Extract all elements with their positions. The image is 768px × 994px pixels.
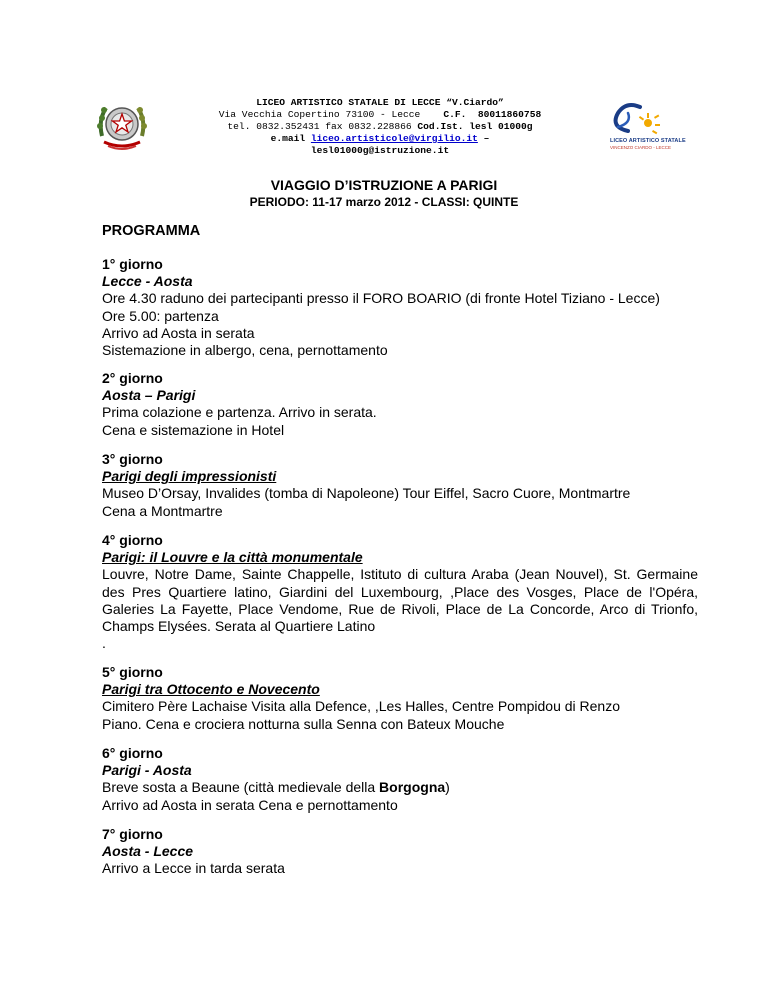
day-1 [102, 256, 698, 359]
day-line-text: Breve sosta a Beaune (città medievale della [102, 779, 380, 796]
school-phone-line [190, 121, 570, 133]
school-address-line [190, 109, 570, 121]
day-line: Museo D’Orsay, Invalides (tomba di Napoleone) Tour Eiffel, Sacro Cuore, Montmartre [102, 485, 631, 502]
day-title: 1° giorno [102, 256, 163, 272]
day-route: Parigi - Aosta [102, 762, 192, 779]
day-6 [102, 745, 698, 814]
logo-school-name: LICEO ARTISTICO STATALE [610, 138, 686, 144]
school-phone-fax: tel. 0832.352431 fax 0832.228866 [227, 121, 412, 132]
day-4 [102, 532, 698, 652]
day-line: Ore 5.00: partenza [102, 307, 219, 324]
school-address: Via Vecchia Copertino 73100 - Lecce [218, 109, 421, 120]
letterhead [0, 0, 768, 160]
program-heading: PROGRAMMA [102, 223, 201, 239]
day-route: Aosta – Parigi [102, 387, 196, 404]
day-route: Parigi tra Ottocento e Novecento [102, 681, 320, 698]
day-5 [102, 664, 698, 733]
school-contact-block [190, 97, 570, 157]
email-separator: – [477, 133, 490, 144]
day-line: Arrivo a Lecce in tarda serata [102, 860, 285, 877]
day-7 [102, 826, 698, 878]
document-title: VIAGGIO D’ISTRUZIONE A PARIGI [270, 177, 498, 193]
day-route: Parigi: il Louvre e la città monumentale [102, 549, 363, 566]
day-line: Arrivo ad Aosta in serata Cena e pernottamento [102, 796, 398, 813]
cod-ist: Cod.Ist. lesl 01000g [417, 121, 533, 132]
cf-value: 80011860758 [477, 109, 542, 120]
school-name: LICEO ARTISTICO STATALE DI LECCE “V.Ciardo” [256, 97, 504, 108]
email-link-virgilio[interactable]: liceo.artisticole@virgilio.it [310, 133, 478, 144]
day-title: 5° giorno [102, 664, 163, 680]
day-title: 2° giorno [102, 370, 163, 386]
day-route: Lecce - Aosta [102, 273, 193, 290]
italian-republic-emblem-icon [94, 96, 150, 154]
email-istruzione: lesl01000g@istruzione.it [310, 145, 450, 156]
day-line: Cimitero Père Lachaise Visita alla Defence, ,Les Halles, Centre Pompidou di Renzo [102, 698, 621, 715]
cf-label: C.F. [443, 109, 467, 120]
day-line: Sistemazione in albergo, cena, pernottamento [102, 342, 388, 359]
day-line-bold: Borgogna [379, 779, 446, 796]
school-email-line [190, 133, 570, 145]
day-paragraph: Louvre, Notre Dame, Sainte Chappelle, Istituto di cultura Araba (Jean Nouvel), St. Germaine des Pres Quartiere latino, Giardini del Luxembourg, ,Place des Vosges, Place de l'Opéra, Galeries La Fayette, Place Vendome, Rue de Rivoli, Place de La Concorde, Arco di Trionfo, Champs Elysées. Serata al Quartiere Latino [102, 566, 698, 635]
day-title: 6° giorno [102, 745, 163, 761]
day-route: Aosta - Lecce [102, 843, 194, 860]
logo-school-subtitle: VINCENZO CIARDO - LECCE [610, 145, 672, 150]
day-line: Arrivo ad Aosta in serata [102, 324, 255, 341]
day-line: Ore 4.30 raduno dei partecipanti presso il FORO BOARIO (di fronte Hotel Tiziano - Lecce) [102, 290, 660, 307]
day-route: Parigi degli impressionisti [102, 468, 277, 485]
day-line: Piano. Cena e crociera notturna sulla Senna con Bateux Mouche [102, 715, 505, 732]
day-3 [102, 451, 698, 520]
email-label: e.mail [270, 133, 306, 144]
day-title: 3° giorno [102, 451, 163, 467]
day-line [102, 779, 698, 796]
day-line-text: ) [445, 779, 450, 796]
day-title: 4° giorno [102, 532, 163, 548]
day-line: Prima colazione e partenza. Arrivo in serata. [102, 404, 377, 421]
day-line: Cena e sistemazione in Hotel [102, 421, 285, 438]
document-subtitle: PERIODO: 11-17 marzo 2012 - CLASSI: QUINTE [249, 195, 519, 209]
day-line: Cena a Montmartre [102, 502, 223, 519]
day-trailing-dot: . [102, 635, 106, 652]
day-title: 7° giorno [102, 826, 163, 842]
day-2 [102, 370, 698, 439]
